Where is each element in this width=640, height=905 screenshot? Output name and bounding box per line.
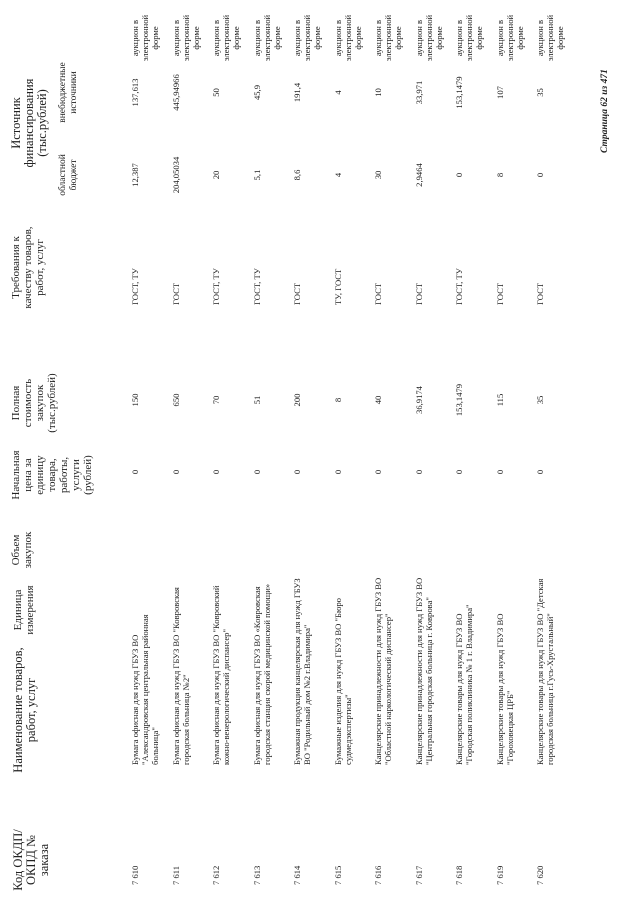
row-code: 7 618 (454, 865, 464, 885)
row-method: аукцион в электронной форме (251, 14, 282, 62)
row-method: аукцион в электронной форме (413, 14, 444, 62)
header-volume: Объем закупок (10, 531, 34, 569)
row-name: Канцелярские товары для нужд ГБУЗ ВО "Городская поликлиника № 1 г. Владимира" (454, 604, 474, 765)
row-start-price: 0 (251, 469, 262, 475)
row-start-price: 0 (332, 469, 343, 475)
row-funding-extra: 35 (535, 88, 545, 97)
row-method: аукцион в электронной форме (373, 14, 403, 62)
row-full-cost: 200 (292, 393, 302, 407)
row-start-price: 0 (170, 469, 181, 475)
row-start-price: 0 (292, 469, 302, 475)
header-funding-regional: областной бюджет (58, 154, 79, 196)
row-funding-extra: 50 (211, 88, 221, 97)
row-requirements: ГОСТ (535, 282, 545, 305)
row-method: аукцион в электронной форме (535, 14, 565, 62)
row-requirements: ГОСТ (413, 282, 424, 305)
row-requirements: ГОСТ, ТУ (130, 268, 140, 305)
row-funding-extra: 33,971 (413, 80, 424, 105)
header-requirements: Требования к качеству товаров, работ, услуг (10, 226, 46, 309)
row-full-cost: 115 (494, 393, 505, 407)
row-method: аукцион в электронной форме (332, 14, 363, 62)
row-code: 7 615 (332, 865, 343, 885)
row-start-price: 0 (373, 469, 383, 475)
row-funding-regional: 20 (211, 170, 221, 180)
row-code: 7 617 (413, 865, 424, 885)
row-full-cost: 36,9174 (413, 386, 424, 414)
row-method: аукцион в электронной форме (494, 14, 525, 62)
row-full-cost: 153,1479 (454, 383, 464, 417)
row-start-price: 0 (494, 469, 505, 475)
row-full-cost: 51 (251, 395, 262, 405)
row-name: Канцелярские принадлежности для нужд ГБУЗ ВО "Центральная городская больница г. Коврова" (413, 577, 434, 765)
row-funding-extra: 191,4 (292, 82, 302, 103)
row-name: Канцелярские товары для нужд ГБУЗ ВО "Гороховецкая ЦРБ" (494, 613, 515, 765)
row-funding-regional: 12,387 (130, 163, 140, 187)
row-method: аукцион в электронной форме (170, 14, 201, 62)
row-full-cost: 650 (170, 393, 181, 407)
header-start-price: Начальная цена за единицу товара, работы, услуги (рублей) (10, 450, 94, 500)
row-start-price: 0 (413, 469, 424, 475)
row-funding-extra: 4 (332, 90, 343, 95)
row-requirements: ГОСТ (373, 282, 383, 305)
header-code: Код ОКДП/ ОКПД № заказа (11, 829, 51, 891)
row-name: Бумага офисная для нужд ГБУЗ ВО "Ковровский кожно-венерологический диспансер" (211, 585, 231, 765)
row-code: 7 610 (130, 865, 140, 885)
row-funding-regional: 0 (454, 172, 464, 178)
row-funding-regional: 204,05034 (170, 156, 181, 194)
row-funding-extra: 137,613 (130, 78, 140, 107)
row-requirements: ГОСТ (170, 282, 181, 305)
header-full-cost: Полная стоимость закупок (тыс.рублей) (10, 373, 58, 433)
page-number: Страница 62 из 471 (600, 69, 610, 153)
header-unit: Единица измерения (12, 585, 36, 635)
row-full-cost: 150 (130, 393, 140, 407)
row-funding-extra: 445,94966 (170, 74, 181, 111)
row-code: 7 613 (251, 865, 262, 885)
row-code: 7 611 (170, 865, 181, 885)
row-code: 7 612 (211, 865, 221, 885)
row-name: Бумага офисная для нужд ГБУЗ ВО "Александровская центральная районная больница" (130, 614, 160, 765)
row-name: Бумага офисная для нужд ГБУЗ ВО "Ковровская городская больница №2" (170, 587, 191, 765)
row-name: Канцелярские принадлежности для нужд ГБУЗ ВО "Областной наркологический диспансер" (373, 577, 393, 765)
header-funding-extra: внебюджетные источники (58, 62, 79, 123)
row-requirements: ТУ, ГОСТ (332, 268, 343, 305)
row-name: Канцелярские товары для нужд ГБУЗ ВО "Детская городская больница г.Гусь-Хрустальный" (535, 578, 555, 765)
row-code: 7 616 (373, 865, 383, 885)
row-method: аукцион в электронной форме (130, 14, 160, 62)
row-funding-regional: 0 (535, 172, 545, 178)
row-method: аукцион в электронной форме (211, 14, 241, 62)
row-name: Бумажная продукция канцелярская для нужд ГБУЗ ВО "Родильный дом №2 г.Владимира" (292, 578, 312, 765)
row-requirements: ГОСТ, ТУ (454, 268, 464, 305)
row-funding-regional: 4 (332, 172, 343, 178)
row-requirements: ГОСТ (494, 282, 505, 305)
row-full-cost: 8 (332, 397, 343, 403)
row-funding-regional: 5,1 (251, 169, 262, 181)
row-name: Бумажные изделия для нужд ГБУЗ ВО "Бюро судмедэкспертизы" (332, 598, 353, 765)
row-funding-extra: 10 (373, 88, 383, 97)
row-start-price: 0 (535, 469, 545, 475)
row-full-cost: 35 (535, 395, 545, 405)
row-requirements: ГОСТ, ТУ (211, 268, 221, 305)
row-full-cost: 40 (373, 395, 383, 405)
row-funding-extra: 153,1479 (454, 76, 464, 109)
row-requirements: ГОСТ, ТУ (251, 268, 262, 305)
row-code: 7 620 (535, 865, 545, 885)
row-start-price: 0 (130, 469, 140, 475)
row-full-cost: 70 (211, 395, 221, 405)
row-funding-regional: 30 (373, 170, 383, 180)
row-start-price: 0 (211, 469, 221, 475)
row-requirements: ГОСТ (292, 282, 302, 305)
row-code: 7 614 (292, 865, 302, 885)
row-funding-regional: 2,9464 (413, 163, 424, 187)
header-name: Наименование товаров, работ, услуг (11, 647, 38, 773)
row-funding-regional: 8 (494, 172, 505, 178)
header-funding: Источник финансирования (тыс.рублей) (9, 78, 49, 168)
row-method: аукцион в электронной форме (454, 14, 484, 62)
row-funding-regional: 8,6 (292, 169, 302, 181)
row-funding-extra: 45,9 (251, 84, 262, 101)
row-name: Бумага офисная для нужд ГБУЗ ВО «Ковровская городская станция скорой медицинской помощи» (251, 583, 272, 765)
row-start-price: 0 (454, 469, 464, 475)
row-method: аукцион в электронной форме (292, 14, 322, 62)
row-code: 7 619 (494, 865, 505, 885)
row-funding-extra: 107 (494, 86, 505, 99)
